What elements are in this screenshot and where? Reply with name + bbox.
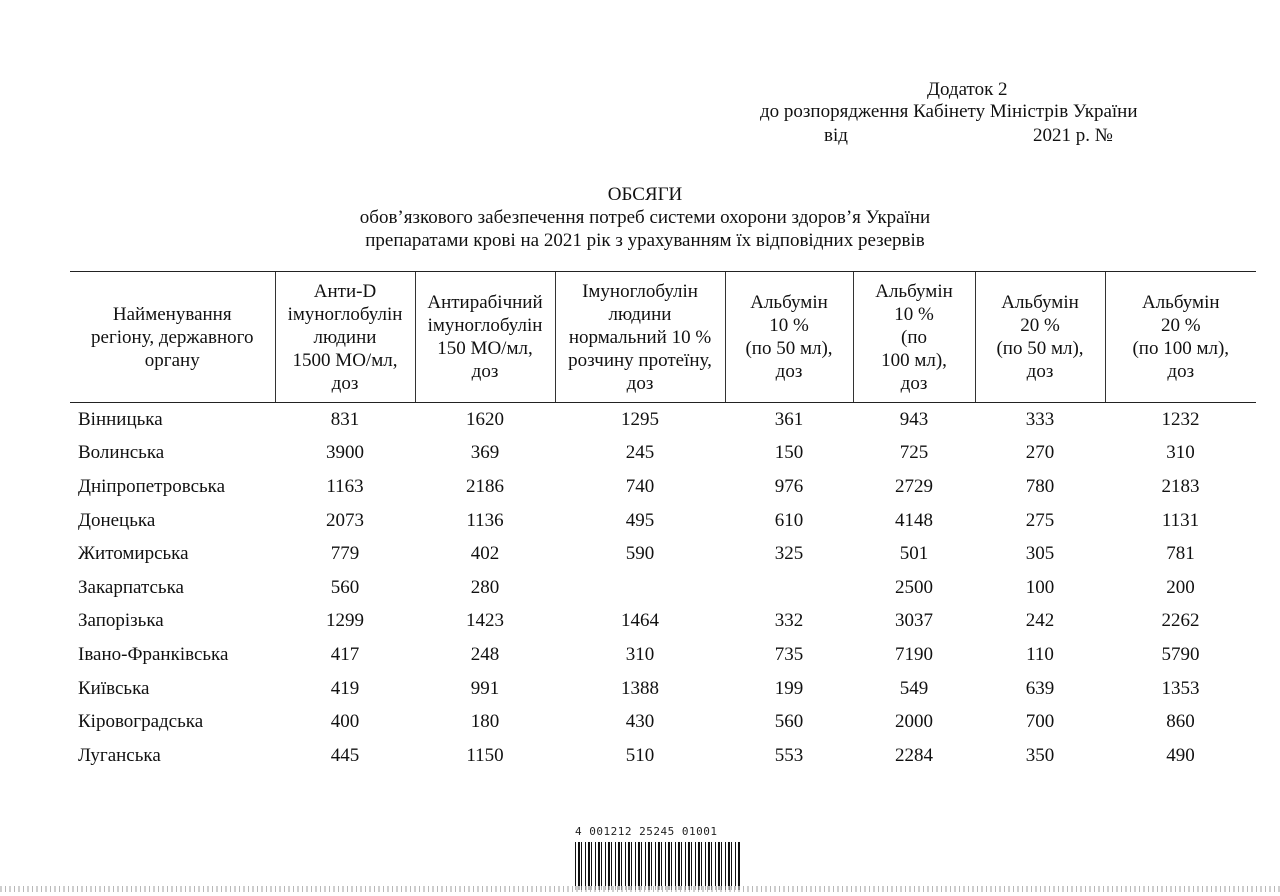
header-line: розчину протеїну, [568, 349, 712, 371]
dose-value-cell: 510 [625, 744, 655, 766]
dose-value-cell: 781 [1166, 543, 1195, 565]
region-name-cell: Кіровоградська [78, 711, 204, 733]
dose-value-cell: 735 [774, 643, 804, 665]
dose-value-cell: 1388 [621, 677, 659, 699]
dose-value-cell: 245 [625, 442, 655, 464]
header-line: 100 мл), [881, 349, 947, 371]
table-row [70, 470, 1256, 504]
title-line-2: препаратами крові на 2021 рік з урахуванням їх відповідних резервів [365, 230, 925, 251]
header-col-5 [853, 272, 975, 403]
header-line: доз [1026, 361, 1054, 382]
dose-value-cell: 150 [774, 442, 804, 464]
header-col-4 [725, 272, 853, 403]
dose-value-cell: 350 [1025, 744, 1055, 766]
dose-value-cell: 1423 [466, 610, 504, 632]
title-heading: ОБСЯГИ [607, 184, 683, 205]
barcode-bars [575, 842, 740, 890]
dose-value-cell: 400 [330, 711, 360, 733]
header-line: регіону, державного [91, 326, 254, 348]
appendix-decree: до розпорядження Кабінету Міністрів України [760, 101, 1138, 122]
dose-value-cell: 943 [899, 408, 929, 430]
barcode-icon [575, 825, 745, 890]
dose-value-cell: 976 [774, 475, 804, 497]
header-line: Антирабічний [427, 292, 543, 313]
header-col-3 [555, 272, 725, 403]
blood-products-table [70, 271, 1256, 773]
dose-value-cell: 180 [470, 711, 500, 733]
dose-value-cell: 560 [774, 711, 804, 733]
dose-value-cell: 332 [774, 610, 804, 632]
region-name-cell: Дніпропетровська [78, 475, 226, 497]
header-line: (по [901, 326, 927, 348]
header-line: Альбумін [750, 292, 828, 313]
dose-value-cell: 2284 [895, 744, 933, 766]
dose-value-cell: 1150 [466, 744, 504, 766]
header-col-7 [1105, 272, 1256, 403]
header-col-6 [975, 272, 1105, 403]
dose-value-cell: 780 [1025, 475, 1055, 497]
appendix-date-suffix: 2021 р. № [1033, 125, 1113, 146]
dose-value-cell: 740 [625, 475, 655, 497]
header-line: доз [900, 372, 928, 394]
dose-value-cell: 1620 [466, 408, 504, 430]
dose-value-cell: 310 [625, 643, 655, 665]
dose-value-cell: 610 [774, 509, 804, 531]
dose-value-cell: 310 [1166, 442, 1195, 464]
dose-value-cell: 2500 [895, 576, 933, 598]
region-name-cell: Житомирська [78, 543, 189, 565]
dose-value-cell: 549 [899, 677, 929, 699]
dose-value-cell: 248 [470, 643, 500, 665]
dose-value-cell: 1299 [326, 610, 364, 632]
region-name-cell: Запорізька [78, 610, 164, 632]
header-line: 20 % [1160, 315, 1201, 336]
table-row [70, 571, 1256, 605]
barcode-digits: 4 001212 25245 01001 [575, 825, 718, 838]
dose-value-cell: 369 [470, 442, 500, 464]
dose-value-cell: 361 [774, 408, 804, 430]
table-row [70, 437, 1256, 471]
dose-value-cell: 1232 [1161, 408, 1200, 430]
header-line: доз [1167, 361, 1195, 382]
dose-value-cell: 2000 [895, 711, 933, 733]
dose-value-cell: 590 [625, 543, 655, 565]
dose-value-cell: 100 [1025, 576, 1055, 598]
header-line: (по 100 мл), [1132, 338, 1230, 359]
header-line: Анти-D [313, 280, 377, 302]
dose-value-cell: 991 [470, 677, 500, 699]
header-line: Альбумін [1141, 292, 1220, 313]
dose-value-cell: 3900 [326, 442, 364, 464]
region-name-cell: Закарпатська [78, 576, 184, 598]
dose-value-cell: 639 [1025, 677, 1055, 699]
dose-value-cell: 860 [1166, 711, 1195, 733]
dose-value-cell: 495 [625, 509, 655, 531]
region-name-cell: Київська [78, 677, 150, 699]
dose-value-cell: 305 [1025, 543, 1055, 565]
title-line-1: обов’язкового забезпечення потреб системи охорони здоров’я України [359, 207, 931, 228]
header-line: доз [331, 372, 359, 394]
scan-artifact [0, 886, 1280, 892]
header-line: органу [144, 349, 200, 371]
dose-value-cell: 831 [330, 408, 360, 430]
region-name-cell: Волинська [78, 442, 165, 464]
document-title [0, 183, 1280, 252]
header-line: Альбумін [875, 280, 953, 302]
dose-value-cell: 417 [330, 643, 360, 665]
header-line: Імуноглобулін [582, 280, 698, 302]
dose-value-cell [725, 571, 853, 605]
header-region [70, 272, 275, 403]
header-line: (по 50 мл), [745, 338, 833, 359]
dose-value-cell: 333 [1025, 408, 1055, 430]
header-line: Найменування [112, 303, 232, 325]
dose-value-cell: 560 [330, 576, 360, 598]
dose-value-cell: 4148 [895, 509, 933, 531]
dose-value-cell: 2186 [466, 475, 504, 497]
dose-value-cell: 1131 [1161, 509, 1200, 531]
dose-value-cell: 501 [899, 543, 929, 565]
dose-value-cell: 325 [774, 543, 804, 565]
header-line: (по 50 мл), [996, 338, 1084, 359]
table-row [70, 638, 1256, 672]
dose-value-cell: 199 [774, 677, 804, 699]
dose-value-cell: 1163 [326, 475, 364, 497]
region-name-cell: Луганська [78, 744, 161, 766]
table-row [70, 504, 1256, 538]
dose-value-cell: 779 [330, 543, 360, 565]
dose-value-cell: 1464 [621, 610, 659, 632]
table-row [70, 739, 1256, 773]
header-col-1 [275, 272, 415, 403]
appendix-number: Додаток 2 [927, 79, 1008, 100]
dose-value-cell: 2073 [326, 509, 364, 531]
appendix-date-prefix: від [824, 125, 848, 146]
dose-value-cell: 445 [330, 744, 360, 766]
dose-value-cell: 280 [470, 576, 500, 598]
dose-value-cell: 553 [774, 744, 804, 766]
dose-value-cell: 402 [470, 543, 500, 565]
dose-value-cell: 1136 [466, 509, 504, 531]
header-line: доз [775, 361, 803, 382]
header-line: імуноглобулін [427, 315, 543, 336]
table-row [70, 605, 1256, 639]
header-line: нормальний 10 % [568, 326, 712, 348]
header-line: людини [313, 326, 377, 348]
header-line: 10 % [769, 315, 809, 336]
dose-value-cell: 5790 [1161, 643, 1200, 665]
dose-value-cell: 275 [1025, 509, 1055, 531]
dose-value-cell: 725 [899, 442, 929, 464]
region-name-cell: Вінницька [78, 408, 163, 430]
header-line: 10 % [894, 303, 934, 325]
header-line: Альбумін [1001, 292, 1079, 313]
dose-value-cell: 2729 [895, 475, 933, 497]
dose-value-cell: 3037 [895, 610, 933, 632]
header-col-2 [415, 272, 555, 403]
table-row [70, 705, 1256, 739]
dose-value-cell: 2183 [1161, 475, 1200, 497]
dose-value-cell: 7190 [895, 643, 933, 665]
header-line: доз [626, 372, 654, 394]
header-line: 20 % [1020, 315, 1060, 336]
dose-value-cell: 700 [1025, 711, 1055, 733]
header-line: імуноглобулін [287, 303, 403, 325]
dose-value-cell: 110 [1026, 643, 1054, 665]
dose-value-cell [555, 571, 725, 605]
dose-value-cell: 1295 [621, 408, 659, 430]
header-line: 1500 МО/мл, [292, 349, 398, 371]
dose-value-cell: 2262 [1161, 610, 1200, 632]
header-line: 150 МО/мл, [437, 338, 533, 359]
dose-value-cell: 430 [625, 711, 655, 733]
table-row [70, 403, 1256, 437]
header-line: людини [608, 303, 672, 325]
table-body [70, 403, 1256, 773]
table-header-row [70, 272, 1256, 403]
region-name-cell: Донецька [78, 509, 156, 531]
dose-value-cell: 490 [1166, 744, 1195, 766]
dose-value-cell: 242 [1025, 610, 1055, 632]
table-row [70, 672, 1256, 706]
dose-value-cell: 200 [1166, 576, 1195, 598]
region-name-cell: Івано-Франківська [78, 643, 229, 665]
header-line: доз [471, 361, 499, 382]
table-row [70, 537, 1256, 571]
dose-value-cell: 419 [330, 677, 360, 699]
dose-value-cell: 270 [1025, 442, 1055, 464]
dose-value-cell: 1353 [1161, 677, 1200, 699]
